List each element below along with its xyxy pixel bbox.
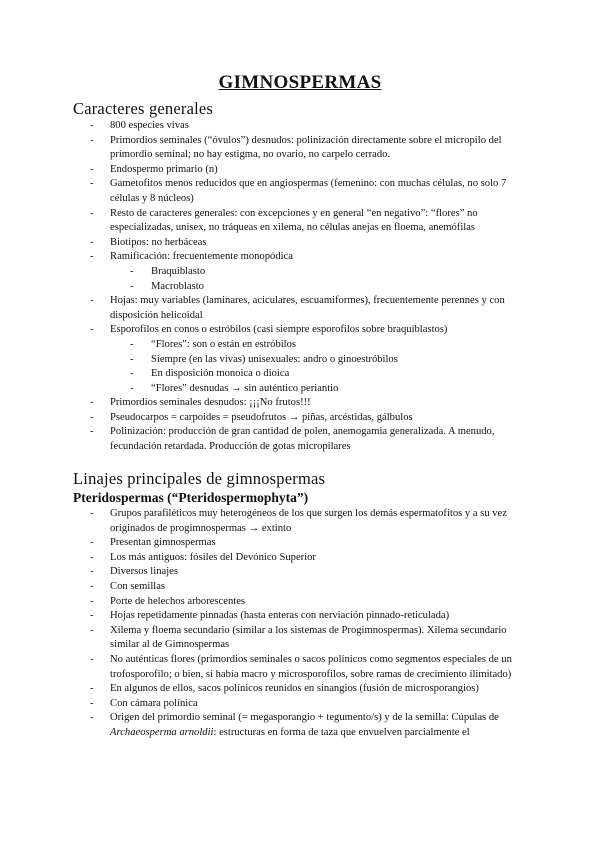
species-name: Archaeosperma arnoldii xyxy=(110,726,214,738)
list-item: - Grupos parafiléticos muy heterogéneos de los que surgen los demás espermatofitos y a su vez originados de progimnospermas → extinto xyxy=(90,507,530,536)
sublist-item: - En disposición monoica o dioica xyxy=(130,367,530,382)
list-item-text: Origen del primordio seminal (= megasporangio + tegumento/s) y de la semilla: Cúpulas de xyxy=(110,712,499,724)
section-heading-caracteres: Caracteres generales xyxy=(73,99,214,118)
list-item: - Xilema y floema secundario (similar a los sistemas de Progimnospermas). Xilema secundario similar al de Gimnospermas xyxy=(90,624,530,653)
sublist-item: - “Flores”: son o están en estróbilos xyxy=(130,338,530,353)
sublist-item: - “Flores” desnudas → sin auténtico periantio xyxy=(130,382,530,397)
list-item-text: Esporofilos en conos o estróbilos (casi siempre esporofilos sobre braquiblastos) xyxy=(110,324,448,336)
list-item xyxy=(90,711,530,740)
sublist-item: - Macroblasto xyxy=(130,280,530,295)
list-item: - Diversos linajes xyxy=(90,565,530,580)
list-item: - Primordios seminales desnudos: ¡¡¡No frutos!!! xyxy=(90,396,530,411)
list-item: - Biotipos: no herbáceas xyxy=(90,236,530,251)
page-title: GIMNOSPERMAS xyxy=(218,72,382,93)
list-item: - No auténticas flores (primordios seminales o sacos polínicos como segmentos especiales de un trofosporofilo; o bien, si había macro y microsporofilos, sobre ramas de crecimiento ilimitado) xyxy=(90,653,530,682)
list-item-text: : estructuras en forma de taza que envuelven parcialmente el xyxy=(213,726,470,738)
list-item xyxy=(90,250,530,294)
subheading-pteridospermas: Pteridospermas (“Pteridospermophyta”) xyxy=(73,490,309,505)
list-item: - En algunos de ellos, sacos polínicos reunidos en sinangios (fusión de microsporangios) xyxy=(90,682,530,697)
caracteres-list xyxy=(90,119,530,455)
list-item: - Los más antiguos: fósiles del Devónico Superior xyxy=(90,551,530,566)
list-item: - 800 especies vivas xyxy=(90,119,530,134)
sublist-item: - Braquiblasto xyxy=(130,265,530,280)
list-item: - Porte de helechos arborescentes xyxy=(90,595,530,610)
list-item: - Presentan gimnospermas xyxy=(90,536,530,551)
list-item: - Con semillas xyxy=(90,580,530,595)
pteridospermas-list xyxy=(90,507,530,741)
list-item: - Hojas repetidamente pinnadas (hasta enteras con nerviación pinnado-reticulada) xyxy=(90,609,530,624)
sublist-item: - Siempre (en las vivas) unisexuales: andro o ginoestróbilos xyxy=(130,353,530,368)
esporofilos-sublist xyxy=(110,338,530,396)
ramification-sublist xyxy=(110,265,530,294)
list-item: - Con cámara polínica xyxy=(90,697,530,712)
list-item: - Gametofitos menos reducidos que en angiospermas (femenino: con muchas células, no solo 7 células y 8 núcleos) xyxy=(90,177,530,206)
list-item xyxy=(90,323,530,396)
list-item-text: Ramificación: frecuentemente monopódica xyxy=(110,251,293,263)
section-heading-linajes: Linajes principales de gimnospermas xyxy=(73,469,326,488)
list-item: - Primordios seminales (“óvulos”) desnudos: polinización directamente sobre el micropilo del primordio seminal; no hay estigma, no ovario, no carpelo cerrado. xyxy=(90,134,530,163)
list-item: - Polinización: producción de gran cantidad de polen, anemogamia generalizada. A menudo, fecundación retardada. Producción de gotas micropilares xyxy=(90,425,530,454)
list-item: - Hojas: muy variables (laminares, aciculares, escuamiformes), frecuentemente perennes y con disposición helicoidal xyxy=(90,294,530,323)
list-item: - Pseudocarpos = carpoides = pseudofrutos → piñas, arcéstidas, gálbulos xyxy=(90,411,530,426)
list-item: - Endospermo primario (n) xyxy=(90,163,530,178)
list-item: - Resto de caracteres generales: con excepciones y en general “en negativo”: “flores” no especializadas, unisex, no tráqueas en xilema, no células anejas en floema, anemófilas xyxy=(90,207,530,236)
